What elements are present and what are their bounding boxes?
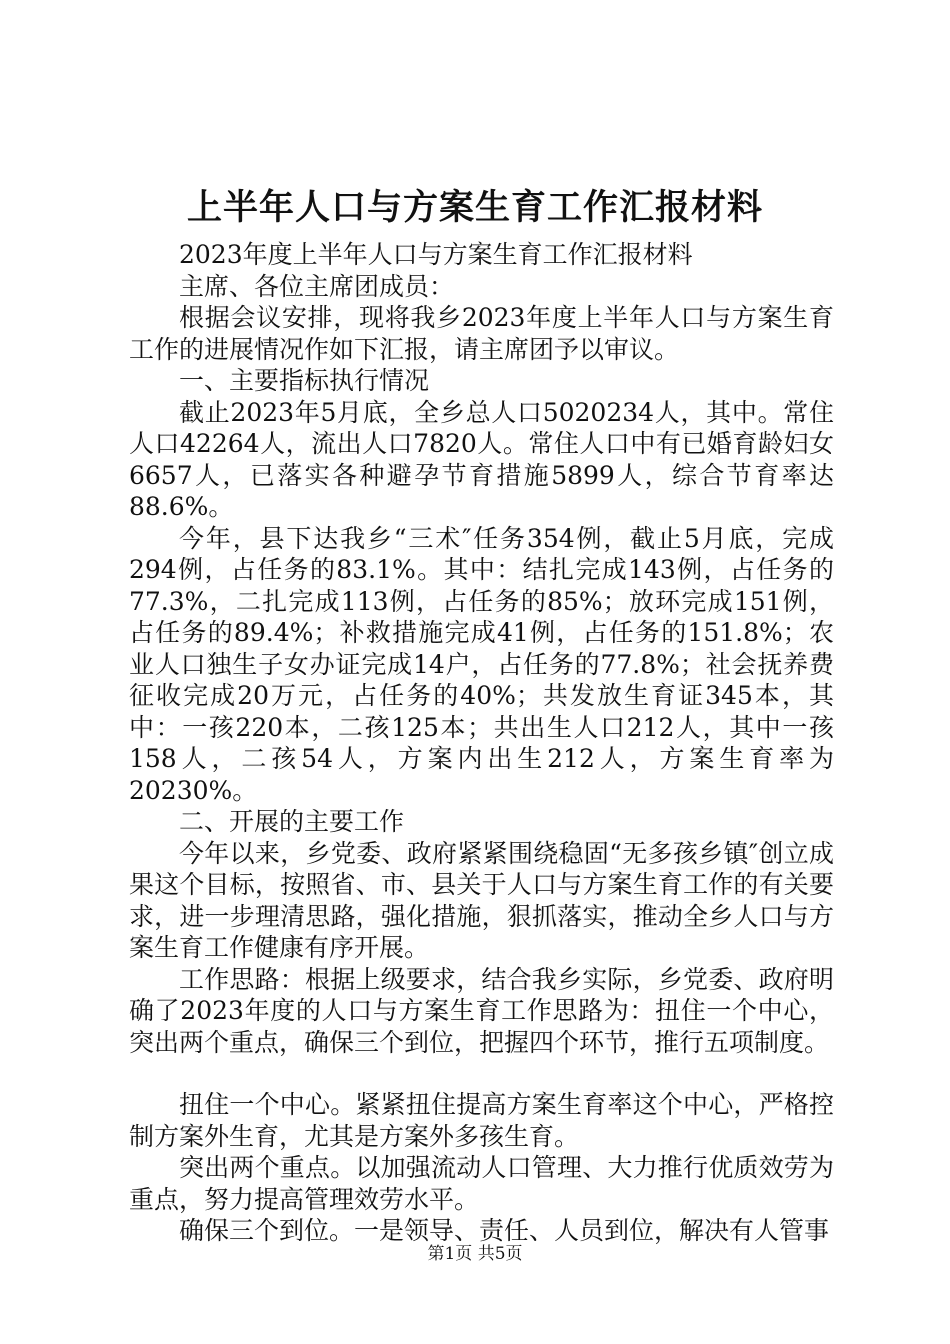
paragraph-intro: 根据会议安排，现将我乡2023年度上半年人口与方案生育工作的进展情况作如下汇报，请主席团予以审议。: [129, 303, 834, 364]
page-title: 上半年人口与方案生育工作汇报材料: [186, 187, 763, 228]
page-footer: 第1页 共5页: [427, 1244, 523, 1264]
paragraph-work-overview: 今年以来，乡党委、政府紧紧围绕稳固“无多孩乡镇″创立成果这个目标，按照省、市、县关于人口与方案生育工作的有关要求，进一步理清思路，强化措施，狠抓落实，推动全乡人口与方案生育工作健康有序开展。: [129, 838, 834, 962]
paragraph-work-approach: 工作思路：根据上级要求，结合我乡实际，乡党委、政府明确了2023年度的人口与方案生育工作思路为：扭住一个中心，突出两个重点，确保三个到位，把握四个环节，推行五项制度。: [129, 964, 834, 1057]
paragraph-one-center: 扭住一个中心。紧紧扭住提高方案生育率这个中心，严格控制方案外生育，尤其是方案外多孩生育。: [129, 1090, 834, 1151]
paragraph-subtitle: 2023年度上半年人口与方案生育工作汇报材料: [179, 240, 693, 269]
section-heading-1: 一、主要指标执行情况: [179, 366, 430, 395]
paragraph-tasks: 今年，县下达我乡“三术″任务354例，截止5月底，完成294例，占任务的83.1%。其中：结扎完成143例，占任务的77.3%，二扎完成113例，占任务的85%；放环完成151例，占任务的89.4%；补救措施完成41例，占任务的151.8%；农业人口独生子女办证完成14户，占任务的77.8%；社会抚养费征收完成20万元，占任务的40%；共发放生育证345本，其中：一孩220本，二孩125本；共出生人口212人，其中一孩158人，二孩54人，方案内出生212人，方案生育率为20230%。: [129, 523, 834, 805]
paragraph-salutation: 主席、各位主席团成员：: [179, 271, 455, 301]
document-body: [129, 239, 834, 1247]
paragraph-population: 截止2023年5月底，全乡总人口5020234人，其中。常住人口42264人，流出人口7820人。常住人口中有已婚育龄妇女6657人，已落实各种避孕节育措施5899人，综合节育率达88.6%。: [129, 397, 834, 521]
paragraph-two-focus: 突出两个重点。以加强流动人口管理、大力推行优质效劳为重点，努力提高管理效劳水平。: [129, 1153, 834, 1214]
paragraph-three-ensure: 确保三个到位。一是领导、责任、人员到位，解决有人管事: [179, 1216, 830, 1245]
section-heading-2: 二、开展的主要工作: [179, 807, 405, 836]
